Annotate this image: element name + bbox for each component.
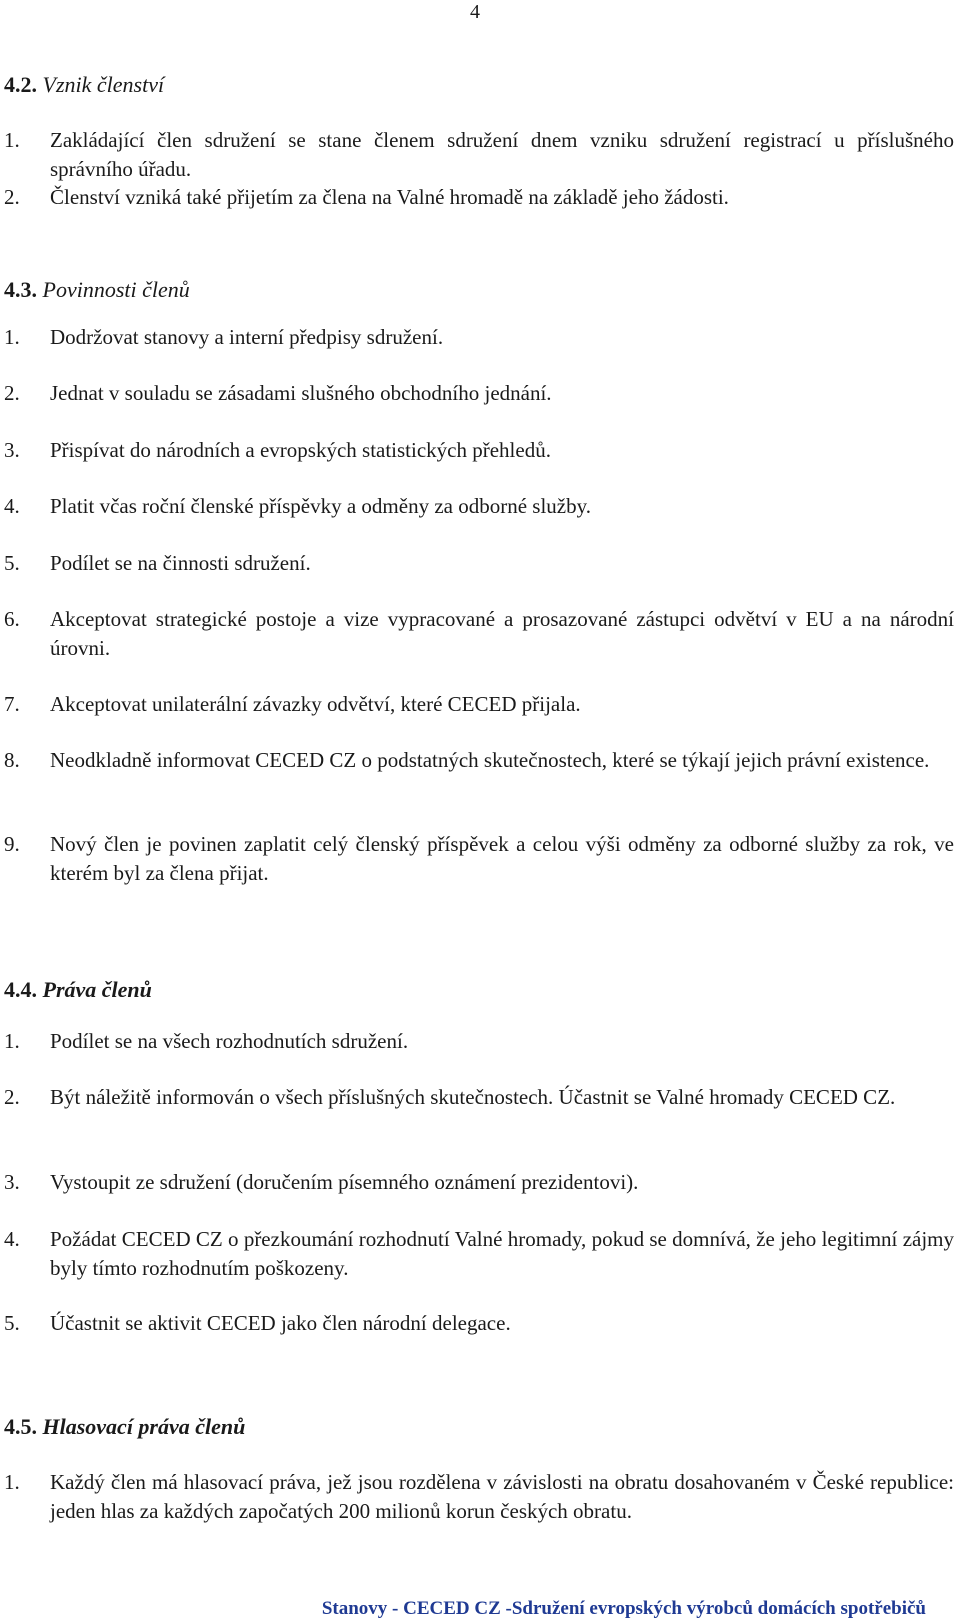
section-title: Povinnosti členů <box>42 277 190 302</box>
list-item <box>4 746 954 775</box>
list-item <box>4 549 954 578</box>
list-item <box>4 492 954 521</box>
item-text: Dodržovat stanovy a interní předpisy sdružení. <box>50 325 444 349</box>
list-item <box>4 1309 954 1338</box>
item-text: Požádat CECED CZ o přezkoumání rozhodnutí Valné hromady, pokud se domnívá, že jeho legitimní zájmy byly tímto rozhodnutím poškozeny. <box>50 1227 954 1280</box>
item-number: 2. <box>4 381 20 405</box>
item-number: 4. <box>4 1227 20 1251</box>
section-number: 4.3. <box>4 277 37 302</box>
list-item <box>4 1027 954 1056</box>
item-number: 3. <box>4 1170 20 1194</box>
section-heading-4-5 <box>4 1413 245 1441</box>
list-item <box>4 379 954 408</box>
page-number: 4 <box>470 1 480 23</box>
item-text: Vystoupit ze sdružení (doručením písemného oznámení prezidentovi). <box>50 1170 639 1194</box>
section-title: Hlasovací práva členů <box>42 1414 246 1439</box>
list-item <box>4 605 954 663</box>
item-number: 8. <box>4 748 20 772</box>
item-text: Zakládající člen sdružení se stane členem sdružení dnem vzniku sdružení registrací u příslušného správního úřadu. <box>50 128 954 181</box>
list-item <box>4 436 954 465</box>
list-item <box>4 690 954 719</box>
section-heading-4-2 <box>4 71 164 99</box>
item-text: Akceptovat unilaterální závazky odvětví, které CECED přijala. <box>50 692 581 716</box>
list-item <box>4 830 954 888</box>
section-heading-4-3 <box>4 276 190 304</box>
item-number: 1. <box>4 1470 20 1494</box>
item-number: 7. <box>4 692 20 716</box>
list-item <box>4 323 954 352</box>
item-number: 6. <box>4 607 20 631</box>
list-item <box>4 1083 954 1112</box>
item-text: Účastnit se aktivit CECED jako člen národní delegace. <box>50 1311 511 1335</box>
item-text: Členství vzniká také přijetím za člena na Valné hromadě na základě jeho žádosti. <box>50 185 729 209</box>
item-number: 3. <box>4 438 20 462</box>
item-number: 2. <box>4 1085 20 1109</box>
item-number: 1. <box>4 1029 20 1053</box>
list-item <box>4 1468 954 1526</box>
item-text: Jednat v souladu se zásadami slušného obchodního jednání. <box>50 381 552 405</box>
section-heading-4-4 <box>4 976 152 1004</box>
list-item <box>4 1225 954 1283</box>
item-text: Neodkladně informovat CECED CZ o podstatných skutečnostech, které se týkají jejich právní existence. <box>50 748 930 772</box>
item-number: 1. <box>4 325 20 349</box>
page-footer: Stanovy - CECED CZ -Sdružení evropských výrobců domácích spotřebičů <box>321 1598 926 1619</box>
item-number: 2. <box>4 185 20 209</box>
item-number: 4. <box>4 494 20 518</box>
item-number: 5. <box>4 551 20 575</box>
section-number: 4.2. <box>4 72 37 97</box>
list-item <box>4 1168 954 1197</box>
item-text: Přispívat do národních a evropských statistických přehledů. <box>50 438 551 462</box>
list-item <box>4 183 954 212</box>
section-number: 4.5. <box>4 1414 37 1439</box>
item-text: Akceptovat strategické postoje a vize vypracované a prosazované zástupci odvětví v EU a na národní úrovni. <box>50 607 954 660</box>
item-number: 9. <box>4 832 20 856</box>
section-number: 4.4. <box>4 977 37 1002</box>
item-text: Podílet se na činnosti sdružení. <box>50 551 311 575</box>
list-item <box>4 126 954 184</box>
item-text: Podílet se na všech rozhodnutích sdružení. <box>50 1029 409 1053</box>
item-text: Být náležitě informován o všech příslušných skutečnostech. Účastnit se Valné hromady CECED CZ. <box>50 1085 896 1109</box>
section-title: Práva členů <box>42 977 152 1002</box>
item-text: Každý člen má hlasovací práva, jež jsou rozdělena v závislosti na obratu dosahovaném v České republice: jeden hlas za každých započatých 200 milionů korun českých obratu. <box>50 1470 954 1523</box>
item-number: 5. <box>4 1311 20 1335</box>
section-title: Vznik členství <box>42 72 165 97</box>
item-text: Nový člen je povinen zaplatit celý členský příspěvek a celou výši odměny za odborné služby za rok, ve kterém byl za člena přijat. <box>50 832 954 885</box>
item-text: Platit včas roční členské příspěvky a odměny za odborné služby. <box>50 494 591 518</box>
item-number: 1. <box>4 128 20 152</box>
